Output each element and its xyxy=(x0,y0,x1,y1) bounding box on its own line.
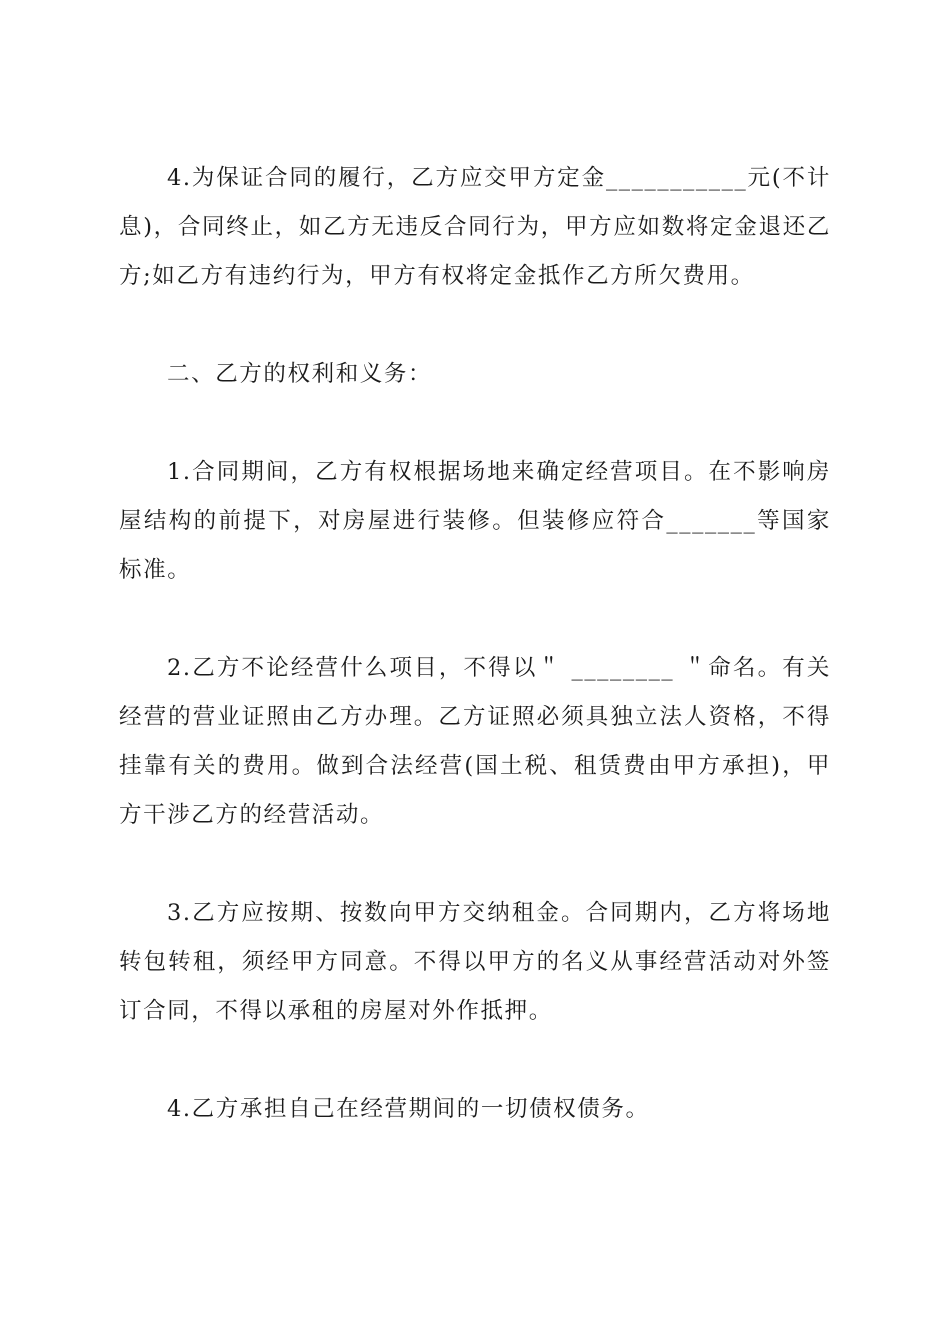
section-heading-party-b-rights: 二、乙方的权利和义务： xyxy=(167,361,433,387)
paragraph-gap xyxy=(119,840,831,889)
document-body xyxy=(119,154,831,1134)
paragraph-debts: 4.乙方承担自己在经营期间的一切债权债务。 xyxy=(167,1096,650,1122)
paragraph-gap xyxy=(119,1036,831,1085)
paragraph-rent-payment: 3.乙方应按期、按数向甲方交纳租金。合同期内，乙方将场地转包转租，须经甲方同意。不得以甲方的名义从事经营活动对外签订合同，不得以承租的房屋对外作抵押。 xyxy=(119,900,831,1024)
paragraph-deposit: 4.为保证合同的履行，乙方应交甲方定金___________元(不计息)，合同终止，如乙方无违反合同行为，甲方应如数将定金退还乙方;如乙方有违约行为，甲方有权将定金抵作乙方所欠费用。 xyxy=(119,165,831,289)
paragraph-gap xyxy=(119,595,831,644)
paragraph-operation-items: 1.合同期间，乙方有权根据场地来确定经营项目。在不影响房屋结构的前提下，对房屋进行装修。但装修应符合_______等国家标准。 xyxy=(119,459,831,583)
paragraph-gap xyxy=(119,399,831,448)
paragraph-gap xyxy=(119,301,831,350)
paragraph-naming-license: 2.乙方不论经营什么项目，不得以＂ ________ ＂命名。有关经营的营业证照由乙方办理。乙方证照必须具独立法人资格，不得挂靠有关的费用。做到合法经营(国土税、租赁费由甲方承担)，甲方干涉乙方的经营活动。 xyxy=(119,655,831,828)
